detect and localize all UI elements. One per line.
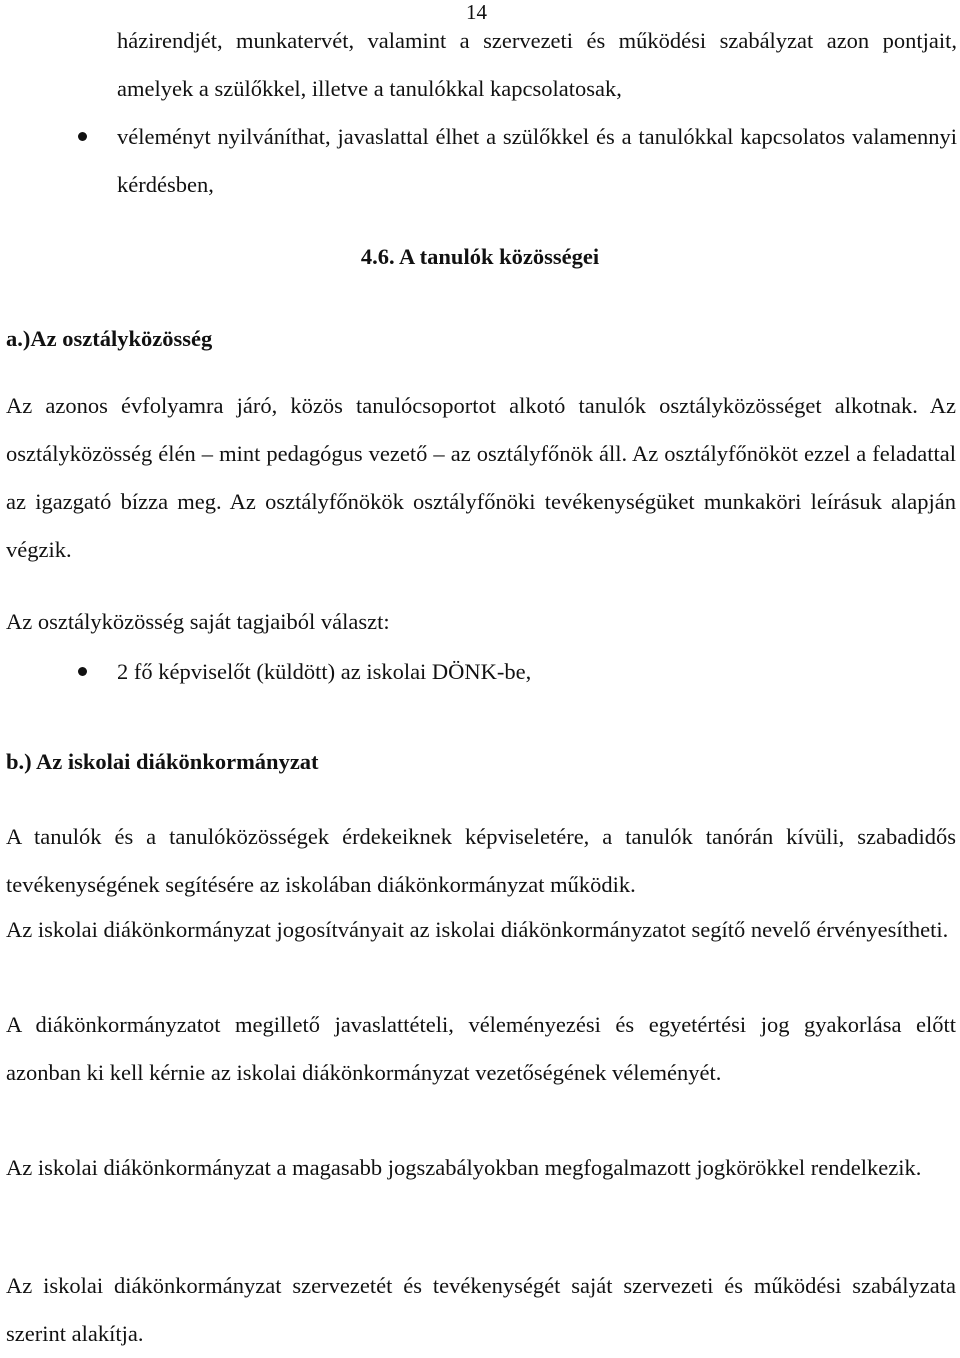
section-title: 4.6. A tanulók közösségei — [360, 244, 600, 269]
part-b-heading: b.) Az iskolai diákönkormányzat — [6, 749, 319, 774]
bullet-icon — [78, 667, 87, 676]
part-a-paragraph-2: Az osztályközösség saját tagjaiból választ: — [6, 609, 390, 634]
part-b-paragraph-1: A tanulók és a tanulóközösségek érdekeiknek képviseletére, a tanulók tanórán kívüli, szabadidős tevékenységének segítésére az iskolában diákönkormányzat működik. — [6, 824, 956, 897]
intro-continuation-text: házirendjét, munkatervét, valamint a szervezeti és működési szabályzat azon pontjait, amelyek a szülőkkel, illetve a tanulókkal kapcsolatosak, — [117, 28, 957, 101]
part-b-paragraph-5: Az iskolai diákönkormányzat szervezetét és tevékenységét saját szervezeti és működési szabályzata szerint alakítja. — [6, 1273, 956, 1346]
part-b-paragraph-4: Az iskolai diákönkormányzat a magasabb jogszabályokban megfogalmazott jogkörökkel rendelkezik. — [6, 1155, 922, 1180]
intro-bullet-text: véleményt nyilváníthat, javaslattal élhet a szülőkkel és a tanulókkal kapcsolatos valamennyi kérdésben, — [117, 124, 957, 197]
part-a-paragraph-1: Az azonos évfolyamra járó, közös tanulócsoportot alkotó tanulók osztályközösséget alkotnak. Az osztályközösség élén – mint pedagógus vezető – az osztályfőnök áll. Az osztályfőnököt ezzel a feladattal az igazgató bízza meg. Az osztályfőnökök osztályfőnöki tevékenységüket munkaköri leírásuk alapján végzik. — [6, 393, 956, 562]
part-b-paragraph-3: A diákönkormányzatot megillető javaslattételi, véleményezési és egyetértési jog gyakorlása előtt azonban ki kell kérnie az iskolai diákönkormányzat vezetőségének véleményét. — [6, 1012, 956, 1085]
part-a-heading: a.)Az osztályközösség — [6, 326, 213, 351]
part-b-paragraph-2: Az iskolai diákönkormányzat jogosítványait az iskolai diákönkormányzatot segítő nevelő érvényesítheti. — [6, 917, 949, 942]
bullet-icon — [78, 132, 87, 141]
page-number: 14 — [466, 0, 487, 24]
part-a-bullet-text: 2 fő képviselőt (küldött) az iskolai DÖNK-be, — [117, 659, 532, 684]
